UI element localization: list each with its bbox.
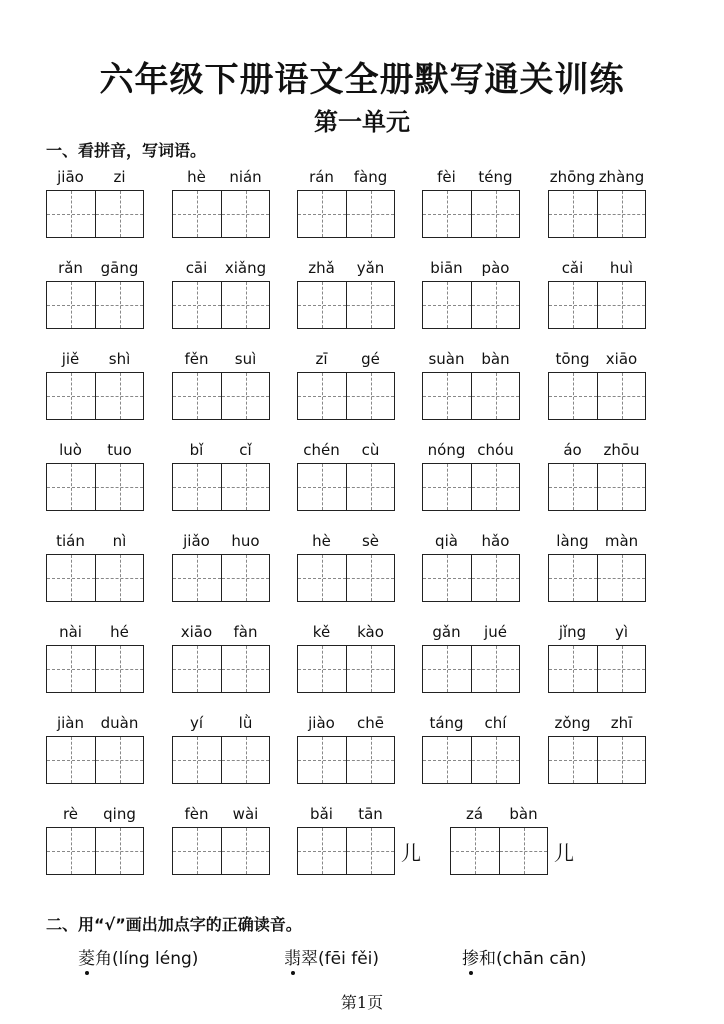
pinyin-row [548, 439, 646, 461]
pinyin-syllable: màn [604, 532, 639, 550]
word-rest: 翠 [301, 949, 318, 969]
writing-cell[interactable] [298, 191, 346, 237]
pinyin-row [297, 803, 395, 825]
pinyin-row [422, 621, 520, 643]
pinyin-syllable: tōng [555, 350, 590, 368]
pinyin-syllable: hè [187, 168, 206, 186]
writing-cell[interactable] [298, 282, 346, 328]
pinyin-syllable: cāi [185, 259, 208, 277]
word-item [422, 621, 520, 693]
writing-cell[interactable] [47, 191, 95, 237]
word-item [297, 530, 395, 602]
pinyin-syllable: bǐ [189, 441, 204, 459]
pinyin-syllable: zī [315, 350, 328, 368]
writing-boxes [548, 645, 646, 693]
page-number: 第1页 [340, 993, 384, 1012]
writing-cell[interactable] [47, 737, 95, 783]
pinyin-row [46, 348, 144, 370]
pinyin-syllable: zá [465, 805, 484, 823]
writing-cell[interactable] [471, 737, 519, 783]
pinyin-syllable: chén [303, 441, 340, 459]
word-item [297, 712, 395, 784]
pinyin-row [422, 712, 520, 734]
pinyin-syllable: qià [435, 532, 458, 550]
word-item [172, 712, 270, 784]
pinyin-syllable: hè [312, 532, 331, 550]
writing-cell[interactable] [423, 373, 471, 419]
writing-cell[interactable] [95, 555, 143, 601]
writing-cell[interactable] [471, 191, 519, 237]
writing-boxes [297, 736, 395, 784]
pinyin-syllable: rán [309, 168, 334, 186]
word-item [548, 712, 646, 784]
pinyin-row [422, 257, 520, 279]
pinyin-syllable: kào [357, 623, 384, 641]
writing-boxes [172, 190, 270, 238]
writing-cell[interactable] [173, 191, 221, 237]
pinyin-row [422, 439, 520, 461]
pinyin-syllable: cǐ [239, 441, 252, 459]
pinyin-syllable: qing [103, 805, 136, 823]
pinyin-syllable: jué [484, 623, 507, 641]
pinyin-syllable: tān [358, 805, 383, 823]
writing-cell[interactable] [298, 464, 346, 510]
dotted-character: 翡 [284, 944, 301, 969]
pinyin-syllable: yì [614, 623, 629, 641]
pinyin-syllable: lǜ [238, 714, 253, 732]
writing-cell[interactable] [95, 828, 143, 874]
pinyin-row [297, 166, 395, 188]
word-item [46, 621, 144, 693]
pinyin-row [297, 712, 395, 734]
writing-boxes [548, 463, 646, 511]
pinyin-row [172, 348, 270, 370]
pinyin-syllable: fèi [437, 168, 456, 186]
page-title: 六年级下册语文全册默写通关训练 [99, 60, 625, 100]
writing-boxes [46, 281, 144, 329]
writing-boxes [172, 827, 270, 875]
writing-cell[interactable] [95, 737, 143, 783]
writing-cell[interactable] [173, 282, 221, 328]
writing-boxes [172, 554, 270, 602]
pinyin-syllable: xiǎng [224, 259, 267, 277]
pinyin-syllable: zhǎ [308, 259, 335, 277]
writing-boxes [172, 463, 270, 511]
writing-boxes [548, 281, 646, 329]
writing-cell[interactable] [597, 464, 645, 510]
pinyin-syllable: suì [234, 350, 257, 368]
pinyin-syllable: gé [361, 350, 380, 368]
pinyin-row [450, 803, 548, 825]
writing-boxes [46, 190, 144, 238]
writing-cell[interactable] [549, 191, 597, 237]
writing-cell[interactable] [423, 464, 471, 510]
pinyin-row [172, 439, 270, 461]
word-item [172, 257, 270, 329]
word-item [172, 439, 270, 511]
writing-cell[interactable] [95, 646, 143, 692]
pinyin-row [46, 530, 144, 552]
writing-cell[interactable] [471, 464, 519, 510]
writing-cell[interactable] [173, 828, 221, 874]
word-item [422, 348, 520, 420]
pinyin-syllable: rǎn [58, 259, 83, 277]
pinyin-syllable: jiàn [56, 714, 85, 732]
writing-cell[interactable] [221, 555, 269, 601]
writing-boxes [297, 554, 395, 602]
pinyin-syllable: jiě [61, 350, 80, 368]
writing-cell[interactable] [471, 282, 519, 328]
word-item [548, 439, 646, 511]
section-heading-reading: 二、用“√”画出加点字的正确读音。 [46, 915, 302, 934]
writing-cell[interactable] [471, 646, 519, 692]
pinyin-row [172, 803, 270, 825]
word-item [422, 439, 520, 511]
writing-cell[interactable] [221, 646, 269, 692]
word-item [46, 257, 144, 329]
pinyin-syllable: zi [113, 168, 126, 186]
writing-cell[interactable] [346, 464, 394, 510]
reading-options[interactable]: (chān cān) [496, 949, 587, 969]
writing-cell[interactable] [423, 282, 471, 328]
writing-boxes [422, 463, 520, 511]
writing-cell[interactable] [346, 191, 394, 237]
writing-cell[interactable] [471, 555, 519, 601]
reading-item-3 [462, 944, 587, 969]
writing-cell[interactable] [221, 282, 269, 328]
writing-boxes [297, 463, 395, 511]
writing-cell[interactable] [549, 737, 597, 783]
writing-cell[interactable] [549, 646, 597, 692]
writing-cell[interactable] [47, 464, 95, 510]
pinyin-row [548, 348, 646, 370]
writing-cell[interactable] [471, 373, 519, 419]
word-item [450, 803, 574, 875]
pinyin-syllable: jiǎo [183, 532, 210, 550]
dotted-character: 掺 [462, 944, 479, 969]
writing-cell[interactable] [346, 282, 394, 328]
writing-boxes [422, 281, 520, 329]
pinyin-syllable: gāng [100, 259, 139, 277]
pinyin-syllable: luò [59, 441, 82, 459]
writing-cell[interactable] [298, 737, 346, 783]
writing-cell[interactable] [423, 737, 471, 783]
pinyin-syllable: nài [59, 623, 82, 641]
pinyin-syllable: làng [556, 532, 589, 550]
writing-boxes [422, 372, 520, 420]
writing-boxes [297, 645, 395, 693]
writing-cell[interactable] [451, 828, 499, 874]
word-item [422, 530, 520, 602]
word-item [297, 803, 421, 875]
pinyin-syllable: xiāo [605, 350, 638, 368]
word-item [172, 621, 270, 693]
dotted-character: 菱 [78, 944, 95, 969]
writing-boxes [548, 190, 646, 238]
writing-cell[interactable] [298, 828, 346, 874]
writing-cell[interactable] [597, 191, 645, 237]
writing-cell[interactable] [549, 373, 597, 419]
writing-cell[interactable] [173, 646, 221, 692]
writing-cell[interactable] [221, 191, 269, 237]
pinyin-syllable: tuo [107, 441, 132, 459]
word-item [297, 166, 395, 238]
pinyin-syllable: cù [361, 441, 380, 459]
pinyin-row [548, 166, 646, 188]
writing-cell[interactable] [597, 737, 645, 783]
pinyin-syllable: duàn [100, 714, 139, 732]
pinyin-syllable: yí [189, 714, 204, 732]
writing-boxes [46, 372, 144, 420]
word-item [548, 621, 646, 693]
word-item [172, 530, 270, 602]
pinyin-row [46, 712, 144, 734]
pinyin-syllable: chóu [477, 441, 514, 459]
pinyin-syllable: nì [112, 532, 127, 550]
writing-cell[interactable] [47, 555, 95, 601]
pinyin-syllable: fěn [184, 350, 209, 368]
pinyin-syllable: bǎi [310, 805, 333, 823]
pinyin-syllable: gǎn [432, 623, 461, 641]
word-item [297, 348, 395, 420]
pinyin-syllable: suàn [428, 350, 465, 368]
pinyin-syllable: téng [478, 168, 513, 186]
pinyin-syllable: fàn [233, 623, 258, 641]
pinyin-row [422, 166, 520, 188]
writing-boxes [297, 281, 395, 329]
pinyin-syllable: chē [357, 714, 384, 732]
reading-options[interactable]: (fēi fěi) [318, 949, 380, 969]
writing-cell[interactable] [346, 828, 394, 874]
word-item [297, 439, 395, 511]
pinyin-syllable: huo [231, 532, 260, 550]
writing-cell[interactable] [597, 373, 645, 419]
writing-cell[interactable] [173, 737, 221, 783]
word-item [46, 530, 144, 602]
pinyin-syllable: zǒng [554, 714, 591, 732]
pinyin-syllable: cǎi [561, 259, 584, 277]
pinyin-row [297, 439, 395, 461]
writing-cell[interactable] [423, 646, 471, 692]
writing-boxes [548, 736, 646, 784]
writing-boxes [172, 736, 270, 784]
writing-cell[interactable] [423, 555, 471, 601]
pinyin-syllable: jiào [308, 714, 335, 732]
writing-boxes [422, 190, 520, 238]
pinyin-syllable: nián [229, 168, 262, 186]
writing-cell[interactable] [549, 555, 597, 601]
pinyin-row [548, 712, 646, 734]
reading-item-2 [284, 944, 379, 969]
reading-item-1 [78, 944, 198, 969]
writing-cell[interactable] [47, 373, 95, 419]
pinyin-syllable: wài [232, 805, 259, 823]
writing-boxes [172, 645, 270, 693]
writing-cell[interactable] [346, 373, 394, 419]
pinyin-row [46, 257, 144, 279]
writing-boxes [548, 554, 646, 602]
word-item [172, 348, 270, 420]
writing-boxes [548, 372, 646, 420]
writing-boxes [297, 190, 395, 238]
writing-cell[interactable] [298, 555, 346, 601]
pinyin-syllable: zhōng [549, 168, 596, 186]
pinyin-row [548, 257, 646, 279]
pinyin-row [297, 621, 395, 643]
word-item [548, 530, 646, 602]
pinyin-row [422, 348, 520, 370]
pinyin-syllable: tián [56, 532, 85, 550]
reading-options[interactable]: (líng léng) [112, 949, 199, 969]
writing-cell[interactable] [298, 646, 346, 692]
pinyin-syllable: zhōu [603, 441, 640, 459]
word-item [46, 166, 144, 238]
pinyin-row [172, 166, 270, 188]
pinyin-syllable: nóng [427, 441, 466, 459]
writing-boxes [297, 372, 395, 420]
writing-boxes [422, 554, 520, 602]
pinyin-row [422, 530, 520, 552]
writing-cell[interactable] [95, 191, 143, 237]
pinyin-row [46, 439, 144, 461]
word-item [422, 712, 520, 784]
pinyin-row [548, 530, 646, 552]
writing-boxes [172, 281, 270, 329]
word-suffix: 儿 [554, 841, 574, 865]
pinyin-syllable: jǐng [558, 623, 587, 641]
pinyin-syllable: kě [312, 623, 331, 641]
writing-cell[interactable] [221, 464, 269, 510]
pinyin-syllable: hé [110, 623, 129, 641]
writing-cell[interactable] [549, 282, 597, 328]
writing-boxes [297, 827, 395, 875]
pinyin-row [297, 348, 395, 370]
word-item [548, 166, 646, 238]
word-item [46, 712, 144, 784]
pinyin-syllable: yǎn [356, 259, 385, 277]
writing-cell[interactable] [221, 828, 269, 874]
writing-boxes [46, 463, 144, 511]
writing-boxes [422, 736, 520, 784]
pinyin-row [46, 621, 144, 643]
writing-boxes [46, 554, 144, 602]
unit-subtitle: 第一单元 [314, 108, 410, 136]
word-item [46, 803, 144, 875]
pinyin-syllable: táng [429, 714, 464, 732]
writing-cell[interactable] [549, 464, 597, 510]
writing-cell[interactable] [47, 828, 95, 874]
word-rest: 和 [479, 949, 496, 969]
pinyin-syllable: chí [484, 714, 507, 732]
writing-cell[interactable] [221, 737, 269, 783]
writing-cell[interactable] [173, 464, 221, 510]
writing-cell[interactable] [597, 646, 645, 692]
word-item [422, 257, 520, 329]
pinyin-syllable: fèn [184, 805, 209, 823]
writing-cell[interactable] [95, 464, 143, 510]
writing-cell[interactable] [221, 373, 269, 419]
pinyin-row [172, 530, 270, 552]
pinyin-syllable: jiāo [57, 168, 84, 186]
pinyin-syllable: biān [430, 259, 463, 277]
word-rest: 角 [95, 949, 112, 969]
word-suffix: 儿 [401, 841, 421, 865]
writing-boxes [46, 645, 144, 693]
writing-cell[interactable] [95, 373, 143, 419]
writing-cell[interactable] [298, 373, 346, 419]
section-heading-pinyin: 一、看拼音，写词语。 [46, 141, 207, 160]
pinyin-syllable: áo [563, 441, 582, 459]
writing-cell[interactable] [346, 737, 394, 783]
word-item [172, 166, 270, 238]
word-item [422, 166, 520, 238]
pinyin-row [46, 166, 144, 188]
writing-boxes [422, 645, 520, 693]
writing-cell[interactable] [95, 282, 143, 328]
writing-cell[interactable] [173, 555, 221, 601]
word-item [172, 803, 270, 875]
writing-boxes [450, 827, 548, 875]
pinyin-syllable: huì [609, 259, 634, 277]
writing-cell[interactable] [173, 373, 221, 419]
writing-boxes [172, 372, 270, 420]
pinyin-syllable: bàn [481, 350, 510, 368]
word-item [548, 257, 646, 329]
word-item [297, 257, 395, 329]
pinyin-row [297, 530, 395, 552]
pinyin-syllable: bàn [509, 805, 538, 823]
pinyin-syllable: shì [108, 350, 131, 368]
writing-cell[interactable] [346, 646, 394, 692]
word-item [46, 348, 144, 420]
word-item [548, 348, 646, 420]
writing-cell[interactable] [47, 282, 95, 328]
pinyin-row [548, 621, 646, 643]
word-item [297, 621, 395, 693]
pinyin-syllable: xiāo [180, 623, 213, 641]
writing-boxes [46, 736, 144, 784]
pinyin-syllable: zhī [610, 714, 633, 732]
pinyin-row [172, 621, 270, 643]
pinyin-row [172, 712, 270, 734]
writing-boxes [46, 827, 144, 875]
writing-cell[interactable] [597, 282, 645, 328]
pinyin-syllable: zhàng [598, 168, 645, 186]
pinyin-syllable: rè [62, 805, 79, 823]
writing-cell[interactable] [597, 555, 645, 601]
word-item [46, 439, 144, 511]
pinyin-row [172, 257, 270, 279]
pinyin-syllable: hǎo [481, 532, 510, 550]
pinyin-syllable: fàng [353, 168, 388, 186]
pinyin-row [297, 257, 395, 279]
writing-cell[interactable] [423, 191, 471, 237]
pinyin-row [46, 803, 144, 825]
writing-cell[interactable] [499, 828, 547, 874]
writing-cell[interactable] [47, 646, 95, 692]
writing-cell[interactable] [346, 555, 394, 601]
pinyin-syllable: sè [361, 532, 380, 550]
pinyin-syllable: pào [481, 259, 510, 277]
